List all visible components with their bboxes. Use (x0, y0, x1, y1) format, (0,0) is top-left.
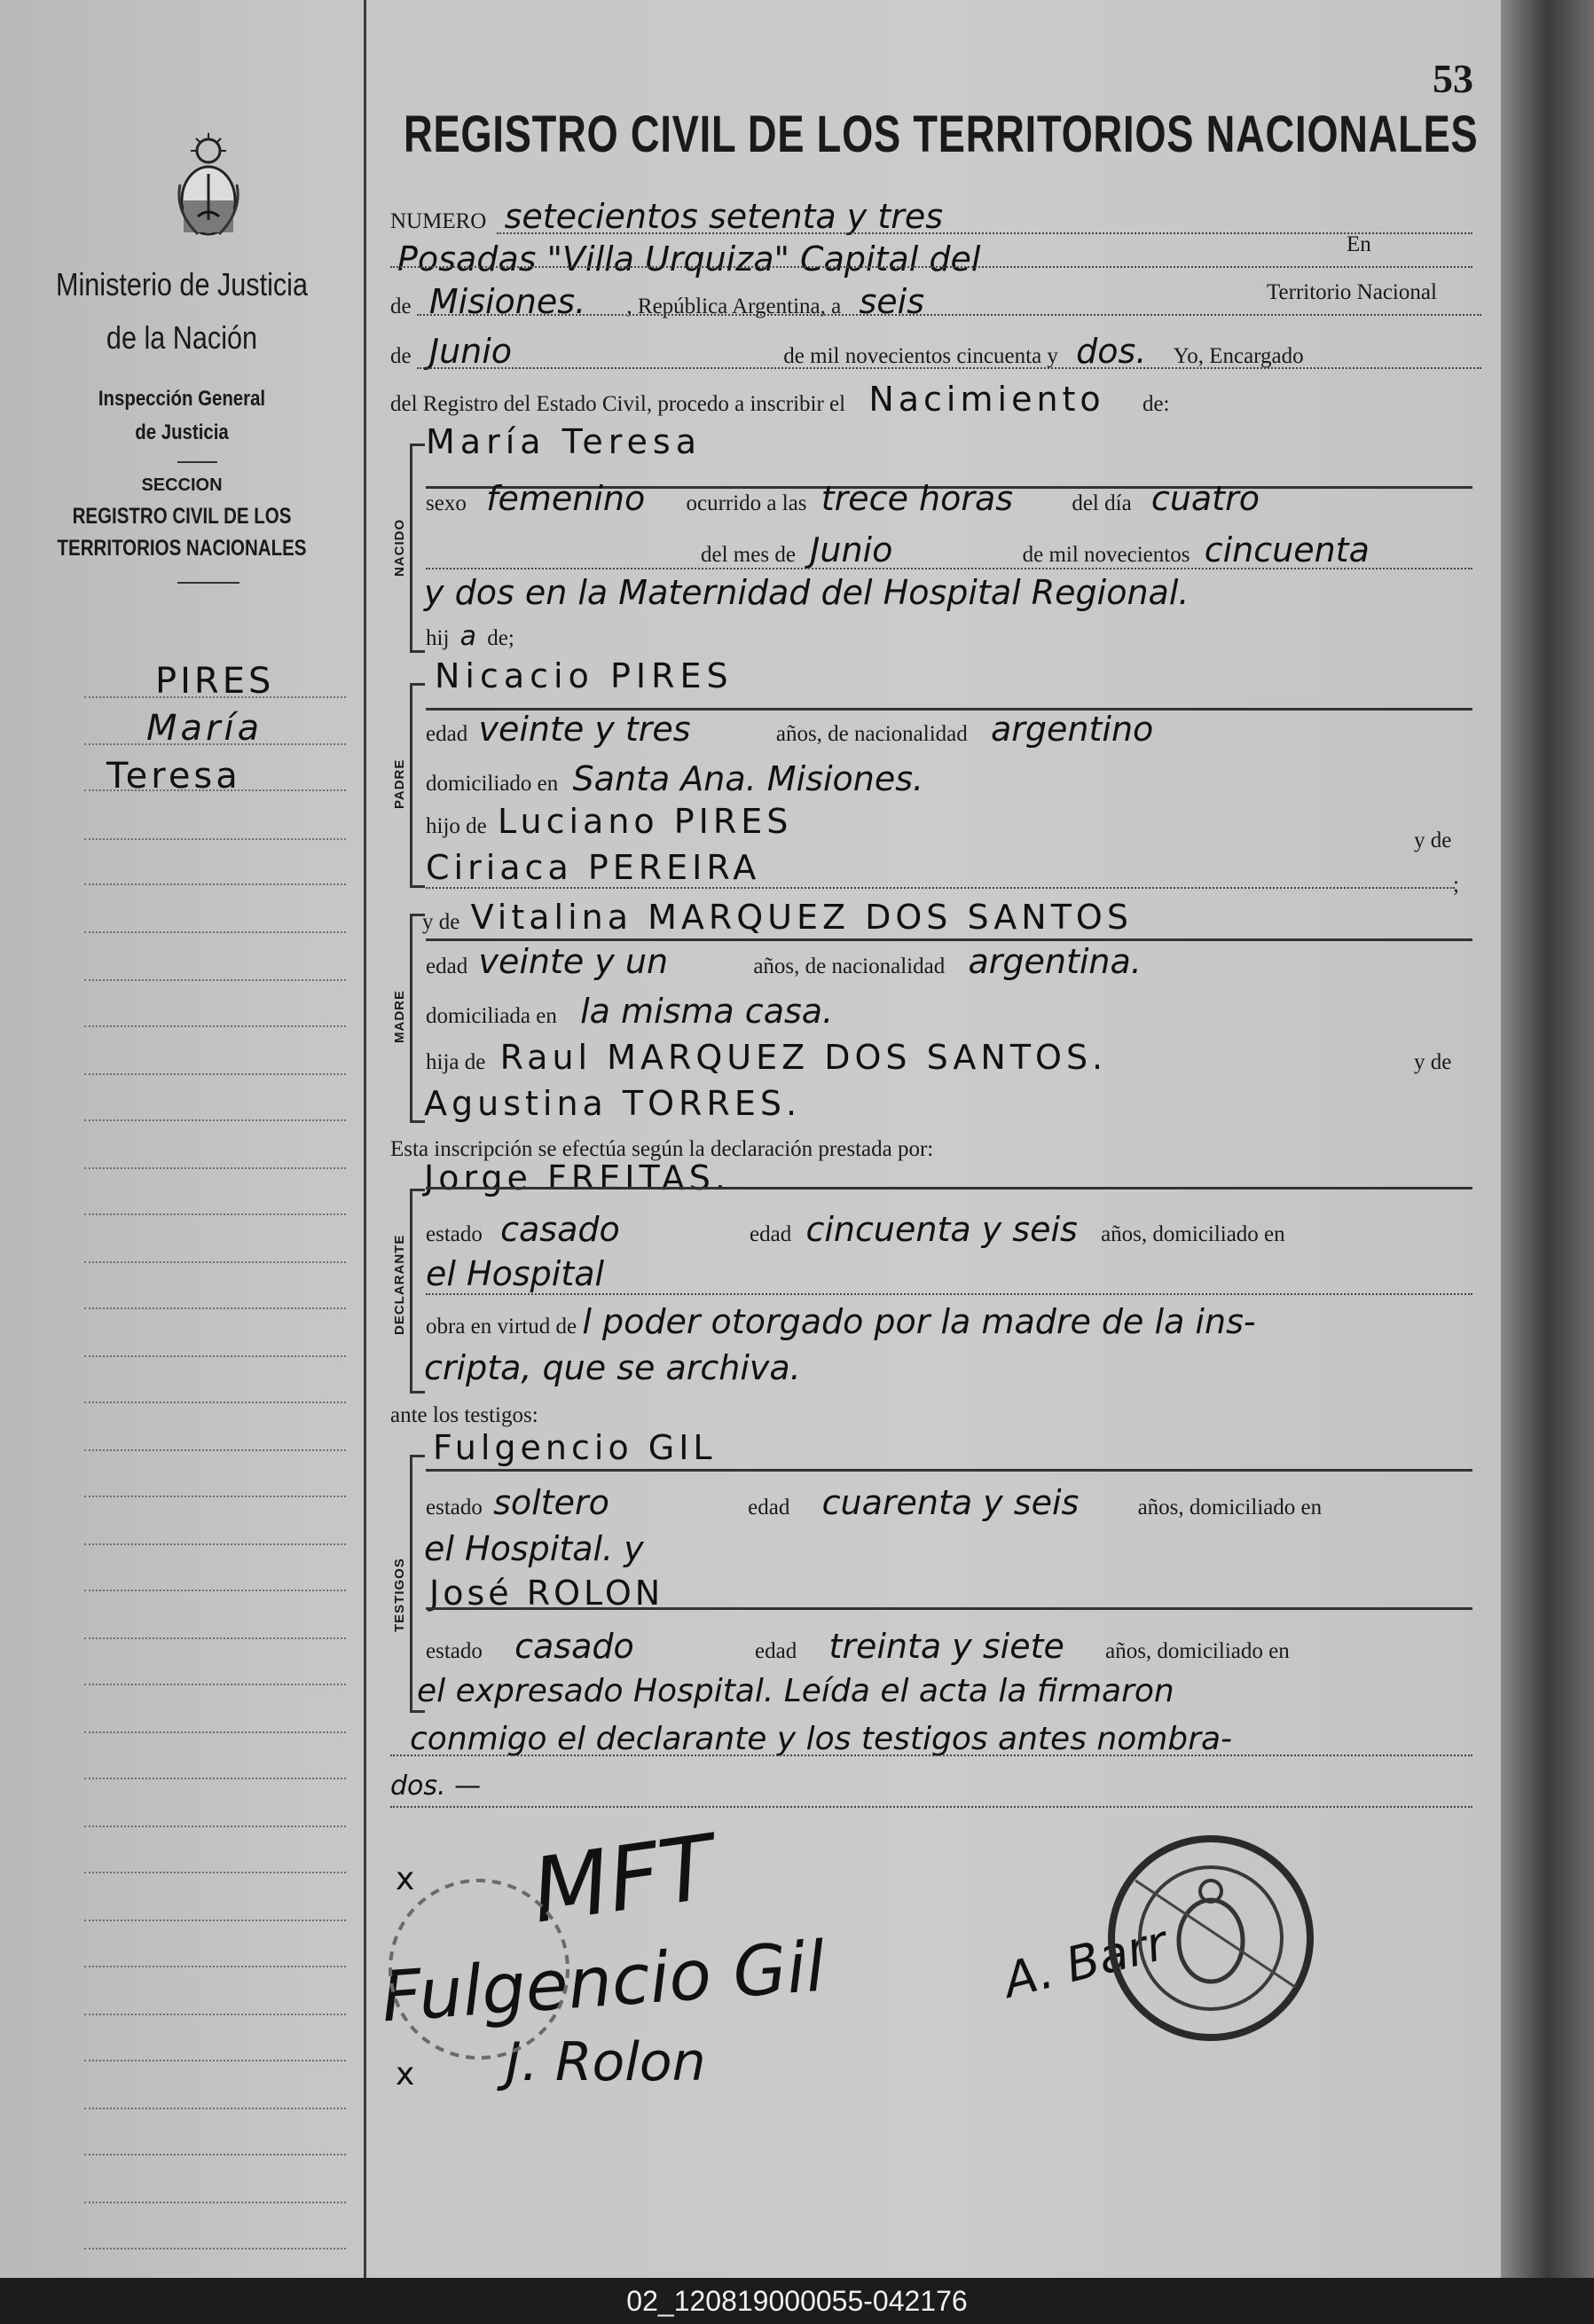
hour-value: trece horas (821, 479, 1014, 518)
act-value: Nacimiento (868, 380, 1105, 419)
declaracion-label: Esta inscripción se efectúa según la declaración prestada por: (390, 1137, 934, 1161)
signature-mark-2: x (396, 2056, 415, 2092)
witness2-domicile-3: dos. — (390, 1770, 482, 1802)
year-value: dos. (1076, 332, 1147, 371)
inspection-line-1: Inspección General (98, 387, 266, 411)
month-row: de Junio de mil novecientos cincuenta y dos. Yo, Encargado (390, 332, 1304, 371)
registry-line-2: TERRITORIOS NACIONALES (57, 536, 307, 561)
maternal-grandfather: Raul MARQUEZ DOS SANTOS. (499, 1038, 1108, 1077)
month-of-birth: Junio (810, 530, 893, 569)
year-of-birth: cincuenta (1204, 530, 1370, 569)
padre-mother-row (426, 848, 760, 887)
ministry-line-2: de la Nación (106, 319, 258, 356)
mother-nationality: argentina. (968, 942, 1142, 981)
obra-row: obra en virtud de l poder otorgado por la madre de la ins- (426, 1302, 1256, 1341)
madre-mother-row (424, 1084, 801, 1123)
padre-dom-row: domiciliado en Santa Ana. Misiones. (426, 759, 924, 798)
madre-edad-row: edad veinte y un años, de nacionalidad argentina. (426, 942, 1142, 981)
madre-hija-row: hija de Raul MARQUEZ DOS SANTOS. (426, 1038, 1108, 1077)
territory-row: de Misiones. , República Argentina, a seis (390, 282, 925, 321)
registro-row: del Registro del Estado Civil, procedo a inscribir el Nacimiento de: (390, 380, 1170, 419)
witness1-estado-row: estado soltero edad cuarenta y seis años, domiciliado en (426, 1483, 1323, 1522)
signature-declarant: MFT (525, 1815, 721, 1943)
witness2-domicile-2: conmigo el declarante y los testigos antes nombra- (410, 1721, 1232, 1757)
margin-surname: PIRES (155, 661, 275, 702)
father-domicile: Santa Ana. Misiones. (572, 759, 924, 798)
sexo-value: femenino (486, 479, 646, 518)
declarante-dom-row (426, 1254, 604, 1293)
signature-mark-1: x (396, 1861, 415, 1897)
witness2-dom-row-3 (390, 1770, 481, 1802)
page-number: 53 (1433, 56, 1473, 101)
witness2-age: treinta y siete (828, 1627, 1064, 1666)
testigos-label: ante los testigos: (390, 1403, 538, 1427)
paternal-grandmother: Ciriaca PEREIRA (426, 848, 761, 887)
numero-value: setecientos setenta y tres (504, 197, 944, 236)
declarante-name-row (424, 1158, 730, 1197)
margin-line (364, 0, 366, 2278)
witness2-estado-row: estado casado edad treinta y siete años, domiciliado en (426, 1627, 1290, 1666)
paternal-grandfather: Luciano PIRES (498, 802, 793, 841)
witness1-dom-row (424, 1529, 644, 1568)
document-title: REGISTRO CIVIL DE LOS TERRITORIOS NACIONALES (404, 106, 1479, 163)
declarante-label: DECLARANTE (392, 1234, 407, 1335)
hij-row: hij a de; (426, 621, 514, 652)
numero-row (390, 197, 943, 236)
registry-line-1: REGISTRO CIVIL DE LOS (72, 504, 292, 529)
father-age: veinte y tres (478, 710, 691, 749)
book-edge (1501, 0, 1594, 2278)
mes-row: del mes de Junio de mil novecientos cincuenta (701, 530, 1370, 569)
ministry-line-1: Ministerio de Justicia (55, 266, 309, 302)
day-value: seis (859, 282, 925, 321)
territorio-label: Territorio Nacional (1267, 280, 1437, 304)
numero-label: NUMERO (390, 209, 487, 233)
madre-label: MADRE (392, 990, 407, 1043)
witness1-name: Fulgencio GIL (433, 1428, 717, 1467)
territory-value: Misiones. (428, 282, 586, 321)
witness1-status: soltero (493, 1483, 609, 1522)
witness2-dom-row-2 (410, 1721, 1232, 1757)
declarante-estado-row: estado casado edad cincuenta y seis años, domiciliado en (426, 1210, 1285, 1249)
padre-edad-row: edad veinte y tres años, de nacionalidad argentino (426, 710, 1154, 749)
signature-registrar: A. Barr (998, 1914, 1173, 2009)
madre-name-row: y de Vitalina MARQUEZ DOS SANTOS (422, 898, 1133, 937)
obra-value: l poder otorgado por la madre de la ins- (582, 1302, 1256, 1341)
nacido-label: NACIDO (392, 518, 407, 577)
sexo-row: sexo femenino ocurrido a las trece horas del día cuatro (426, 479, 1260, 518)
father-name: Nicacio PIRES (435, 656, 734, 695)
birthplace-value: y dos en la Maternidad del Hospital Regional. (424, 573, 1190, 612)
mother-name: Vitalina MARQUEZ DOS SANTOS (470, 898, 1133, 937)
day-of-birth: cuatro (1150, 479, 1260, 518)
place-value: Posadas "Villa Urquiza" Capital del (397, 239, 981, 279)
section-label: SECCION (141, 475, 223, 495)
father-nationality: argentino (991, 710, 1154, 749)
nacido-name-row (426, 422, 702, 461)
place-row (397, 239, 980, 279)
birthplace-row (424, 573, 1189, 612)
obra-value-2: cripta, que se archiva. (424, 1348, 801, 1387)
witness2-name: José ROLON (429, 1574, 664, 1613)
padre-hijo-row: hijo de Luciano PIRES (426, 802, 793, 841)
witness2-dom-row-1 (417, 1673, 1174, 1709)
testigos-section-label: TESTIGOS (392, 1558, 407, 1632)
coat-of-arms-icon (171, 131, 246, 238)
margin-second-name: Teresa (106, 756, 241, 797)
declarant-status: casado (500, 1210, 620, 1249)
witness1-domicile: el Hospital. y (424, 1529, 644, 1568)
en-label: En (1347, 232, 1371, 256)
mother-age: veinte y un (478, 942, 669, 981)
declarant-age: cincuenta y seis (805, 1210, 1078, 1249)
obra-row-2 (424, 1348, 801, 1387)
declarant-name: Jorge FREITAS. (424, 1158, 730, 1197)
register-page: Ministerio de Justicia de la Nación Inspección General de Justicia SECCION REGISTRO CIVIL DE LOS TERRITORIOS NACIONALES PIRES María Teresa 53 REGISTRO CIVIL DE LOS TERRITORIOS NACIONALES NUMERO setecientos setenta y tres Posadas "Villa Urquiza" Capital del En Territorio Nacional de Misiones. , República Argentina, a seis de Junio de mil novecientos cincuenta y dos. Yo, Encargado del Registro del Estado Civil, procedo a inscribir el Nacimiento de: NACIDO María Teresa sexo femenino ocurrido a las trece horas del día cuatro del mes de Junio de mil novecientos cincuenta y dos en la Maternidad del Hospital Regional. hij a de; PADRE Nicacio PIRES edad veinte y tres años, de nacionalidad argentino domiciliado en Santa Ana. Misiones. hijo de Luciano PIRES Ciriaca PEREIRA y de ; MADRE y de Vitalina MARQUEZ DOS SANTOS edad veinte y un años, de nacionalidad argentina. domiciliada en la misma casa. hija de Raul MARQUEZ DOS SANTOS. y de Agustina TORRES. Esta inscripción se efectúa según la declaración prestada por: DECLARANTE Jorge FREITAS. estado casado edad cincuenta y seis años, domiciliado en el Hospital obra en virtud de l poder otorgado por la madre de la ins- cripta, que se archiva. ante los testigos: TESTIGOS Fulgencio GIL estado soltero edad cuarenta y seis años, domiciliado en el Hospital. y José ROLON estado casado edad treinta y siete años, domiciliado en el expresado Hospital. Leída el acta la firmaron conmigo el declarante y los testigos antes nombra- dos. — x MFT Fulgencio Gil x J. Rolon A. Barr (0, 0, 1563, 2278)
padre-name-row (435, 656, 734, 695)
mother-domicile: la misma casa. (580, 992, 834, 1031)
faint-seal-icon (381, 1863, 585, 2076)
footer-filename: 02_120819000055-042176 (0, 2278, 1594, 2324)
margin-first-name: María (146, 708, 263, 749)
month-value: Junio (428, 332, 513, 371)
official-seal-icon (1100, 1827, 1322, 2049)
inspection-line-2: de Justicia (135, 420, 229, 444)
signature-witness-1: Fulgencio Gil (379, 1927, 828, 2038)
witness1-age: cuarenta y seis (821, 1483, 1080, 1522)
madre-dom-row: domiciliada en la misma casa. (426, 992, 834, 1031)
signature-witness-2: J. Rolon (506, 2031, 706, 2093)
maternal-grandmother: Agustina TORRES. (424, 1084, 802, 1123)
padre-label: PADRE (392, 758, 407, 809)
child-name: María Teresa (426, 422, 703, 461)
declarant-domicile: el Hospital (426, 1254, 605, 1293)
witness2-domicile-1: el expresado Hospital. Leída el acta la firmaron (417, 1673, 1174, 1709)
witness1-name-row (433, 1428, 717, 1467)
witness2-status: casado (514, 1627, 634, 1666)
